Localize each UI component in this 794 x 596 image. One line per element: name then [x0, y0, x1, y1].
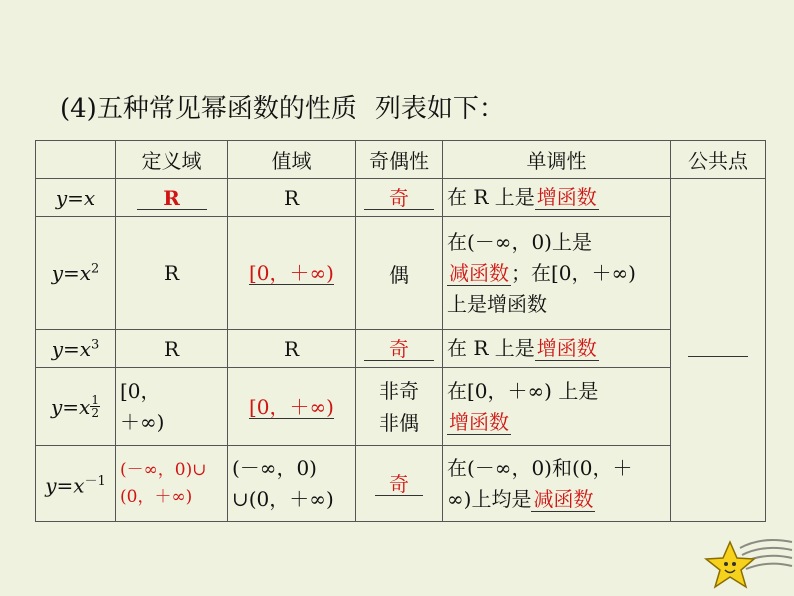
- common-point-blank: [688, 355, 748, 357]
- monotonicity-text-2: ；在[0，＋∞): [511, 260, 636, 285]
- function-label: y=x: [51, 261, 92, 285]
- range-text-2: ∪(0，＋∞): [232, 486, 334, 511]
- function-label: y=x: [45, 473, 85, 498]
- monotonicity-answer: 减函数: [533, 486, 594, 511]
- power-function-properties-table: [35, 140, 766, 522]
- range-cell: R: [228, 179, 356, 217]
- table-row: [36, 446, 766, 522]
- domain-cell: [116, 179, 228, 217]
- header-parity: 奇偶性: [356, 141, 443, 179]
- monotonicity-text: 在 R 上是: [447, 336, 535, 360]
- domain-cell: [116, 368, 228, 446]
- function-cell: [36, 179, 116, 217]
- table-row: [36, 330, 766, 368]
- range-text: (－∞，0): [232, 455, 317, 480]
- parity-cell: 偶: [356, 217, 443, 330]
- star-icon: [700, 528, 794, 596]
- domain-answer-2: (0，＋∞): [120, 486, 193, 507]
- parity-cell: [356, 179, 443, 217]
- monotonicity-text-2: ∞)上均是: [447, 486, 532, 511]
- monotonicity-cell: [443, 330, 671, 368]
- domain-cell: R: [116, 217, 228, 330]
- domain-cell: R: [116, 330, 228, 368]
- function-label: y=x: [51, 336, 92, 361]
- parity-text-2: 非偶: [379, 410, 419, 435]
- function-cell: [36, 217, 116, 330]
- monotonicity-answer: 增函数: [449, 409, 509, 434]
- parity-cell: [356, 368, 443, 446]
- monotonicity-text: 在(－∞，0)和(0，＋: [447, 455, 633, 480]
- parity-text: 非奇: [379, 378, 419, 403]
- function-cell: [36, 446, 116, 522]
- monotonicity-text: 在 R 上是: [447, 185, 535, 209]
- parity-cell: [356, 330, 443, 368]
- table-header-row: [36, 141, 766, 179]
- function-label: y=x: [51, 395, 91, 419]
- monotonicity-answer: 增函数: [536, 185, 597, 209]
- parity-answer: 奇: [364, 187, 434, 210]
- range-answer: [0，＋∞): [249, 394, 334, 419]
- monotonicity-cell: [443, 179, 671, 217]
- monotonicity-text: 在[0，＋∞) 上是: [447, 378, 599, 403]
- table-row: [36, 368, 766, 446]
- range-cell: R: [228, 330, 356, 368]
- function-exponent: －1: [84, 473, 106, 489]
- common-point-cell: [671, 179, 766, 522]
- monotonicity-cell: [443, 217, 671, 330]
- header-blank: [36, 141, 116, 179]
- parity-answer: 奇: [375, 473, 423, 496]
- domain-text-2: ＋∞): [120, 409, 165, 434]
- monotonicity-cell: [443, 368, 671, 446]
- monotonicity-cell: [443, 446, 671, 522]
- function-cell: [36, 368, 116, 446]
- header-monotonicity: 单调性: [443, 141, 671, 179]
- range-cell: [228, 217, 356, 330]
- table-row: [36, 179, 766, 217]
- parity-cell: [356, 446, 443, 522]
- function-exponent: 2: [91, 261, 100, 277]
- header-domain: 定义域: [116, 141, 228, 179]
- domain-text: [0，: [120, 378, 161, 403]
- title-suffix: 列表如下：: [374, 94, 505, 124]
- domain-answer: (－∞，0)∪: [120, 460, 207, 481]
- title-prefix: (4)五种常见幂函数的性质: [60, 94, 357, 124]
- range-cell: [228, 446, 356, 522]
- page-title: [60, 88, 505, 125]
- parity-answer: 奇: [364, 338, 434, 361]
- range-answer: [0，＋∞): [249, 261, 334, 285]
- table-row: [36, 217, 766, 330]
- header-common-point: 公共点: [671, 141, 766, 179]
- range-cell: [228, 368, 356, 446]
- header-range: 值域: [228, 141, 356, 179]
- domain-cell: [116, 446, 228, 522]
- function-cell: [36, 330, 116, 368]
- monotonicity-answer: 增函数: [536, 336, 597, 360]
- monotonicity-answer: 减函数: [449, 260, 509, 285]
- function-exponent-fraction: $\frac{1}{2}$: [91, 393, 99, 420]
- monotonicity-text: 在(－∞，0)上是: [447, 229, 592, 254]
- function-exponent: 3: [91, 336, 100, 352]
- function-label: y=x: [55, 185, 96, 210]
- domain-answer: R: [137, 187, 207, 210]
- monotonicity-text-3: 上是增函数: [447, 291, 547, 316]
